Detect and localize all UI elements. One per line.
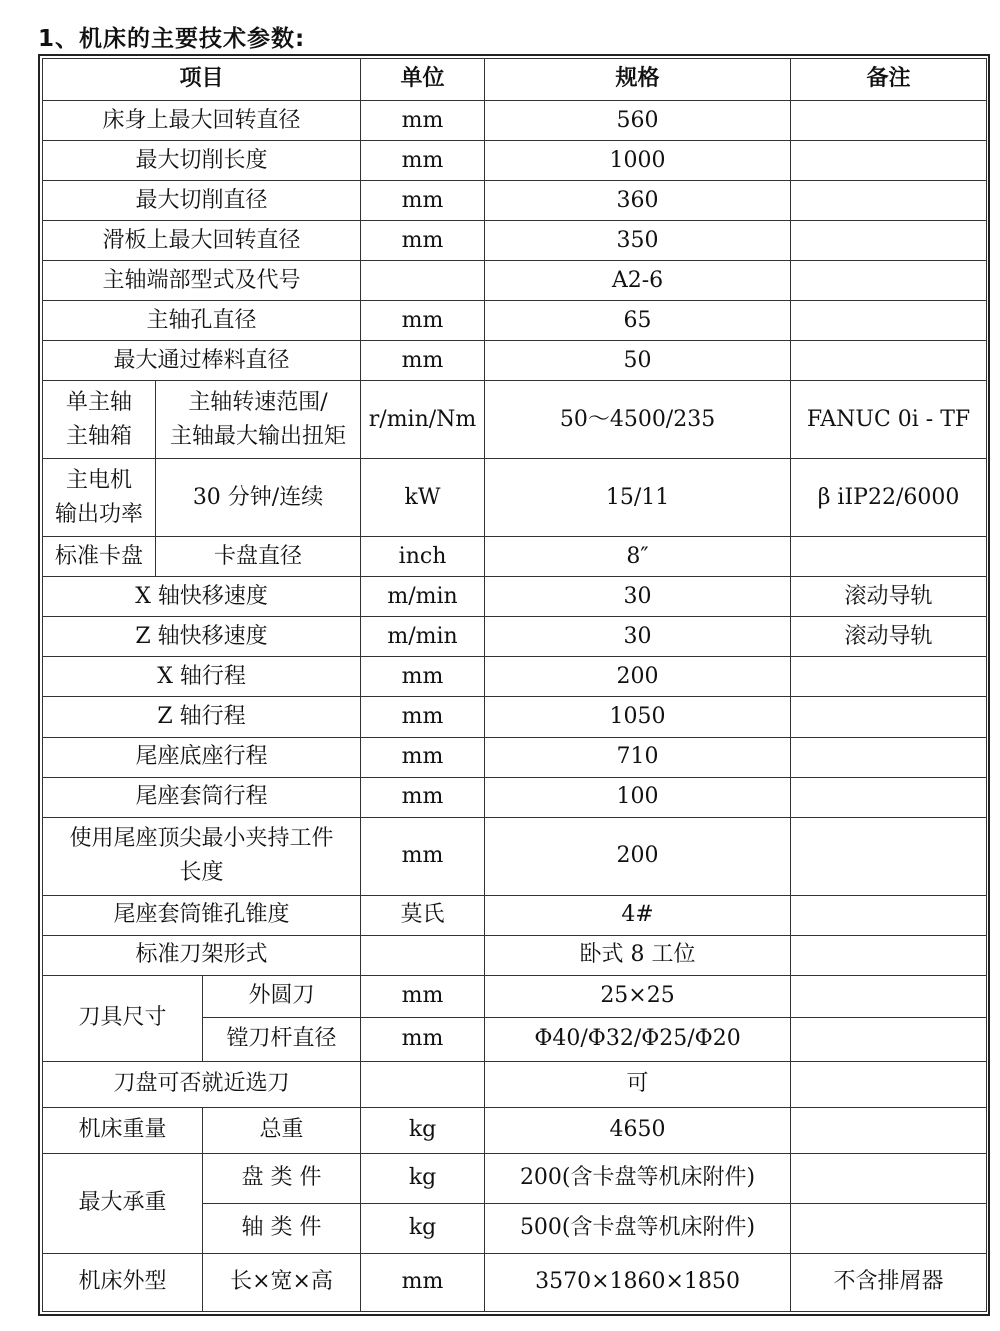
header-note: 备注 (791, 59, 987, 101)
header-row (43, 59, 987, 101)
row-item: 标准刀架形式 (43, 935, 361, 975)
row-spec: 4# (485, 895, 791, 935)
row-note (791, 657, 987, 697)
spindle-group-label-line: 主轴箱 (65, 423, 132, 449)
table-row (43, 181, 987, 221)
row-item-line: 主轴转速范围/ (188, 389, 328, 415)
row-spec: 8″ (485, 537, 791, 577)
row-subitem: 外圆刀 (203, 975, 361, 1017)
row-unit: mm (361, 737, 485, 777)
table-row (43, 1153, 987, 1203)
row-unit: kg (361, 1107, 485, 1153)
row-note (791, 975, 987, 1017)
spindle-group-label-line: 单主轴 (65, 389, 132, 415)
row-spec: 4650 (485, 1107, 791, 1153)
row-spec: 25×25 (485, 975, 791, 1017)
table-row (43, 895, 987, 935)
row-note (791, 261, 987, 301)
row-note: 滚动导轨 (791, 577, 987, 617)
row-item: 刀盘可否就近选刀 (43, 1061, 361, 1107)
row-item: X 轴行程 (43, 657, 361, 697)
row-subitem: 卡盘直径 (156, 537, 361, 577)
row-spec: 3570×1860×1850 (485, 1253, 791, 1311)
row-unit: mm (361, 1017, 485, 1061)
row-note (791, 141, 987, 181)
row-subitem: 镗刀杆直径 (203, 1017, 361, 1061)
header-unit: 单位 (361, 59, 485, 101)
row-note (791, 697, 987, 737)
row-unit: m/min (361, 577, 485, 617)
row-item: 主轴端部型式及代号 (43, 261, 361, 301)
row-item: 标准卡盘 (43, 537, 156, 577)
row-item: 最大切削长度 (43, 141, 361, 181)
row-note (791, 1153, 987, 1203)
row-note (791, 817, 987, 895)
row-item (43, 817, 361, 895)
row-item-line: 使用尾座顶尖最小夹持工件 (69, 825, 334, 851)
table-row (43, 301, 987, 341)
row-spec: 200 (485, 657, 791, 697)
row-note (791, 537, 987, 577)
table-row (43, 261, 987, 301)
row-spec: 100 (485, 777, 791, 817)
row-item (156, 381, 361, 459)
row-note: FANUC 0i - TF (791, 381, 987, 459)
table-row (43, 777, 987, 817)
row-spec: Φ40/Φ32/Φ25/Φ20 (485, 1017, 791, 1061)
table-row (43, 577, 987, 617)
row-unit: r/min/Nm (361, 381, 485, 459)
row-spec: 350 (485, 221, 791, 261)
row-unit: kg (361, 1153, 485, 1203)
row-subitem: 30 分钟/连续 (156, 459, 361, 537)
table-row (43, 935, 987, 975)
row-unit (361, 1061, 485, 1107)
row-spec: 560 (485, 101, 791, 141)
row-spec: 200 (485, 817, 791, 895)
row-subitem: 总重 (203, 1107, 361, 1153)
table-row (43, 341, 987, 381)
row-spec: 65 (485, 301, 791, 341)
row-spec: 30 (485, 617, 791, 657)
tool-size-label: 刀具尺寸 (43, 975, 203, 1061)
row-spec: 1050 (485, 697, 791, 737)
row-unit: mm (361, 777, 485, 817)
row-note (791, 737, 987, 777)
table-row (43, 1253, 987, 1311)
row-note (791, 181, 987, 221)
row-item: 滑板上最大回转直径 (43, 221, 361, 261)
table-row (43, 817, 987, 895)
row-unit: kg (361, 1203, 485, 1253)
row-spec: 50～4500/235 (485, 381, 791, 459)
table-row (43, 101, 987, 141)
row-item: 主轴孔直径 (43, 301, 361, 341)
row-note: 不含排屑器 (791, 1253, 987, 1311)
header-spec: 规格 (485, 59, 791, 101)
row-note (791, 301, 987, 341)
row-note (791, 1203, 987, 1253)
row-spec: 30 (485, 577, 791, 617)
max-load-label: 最大承重 (43, 1153, 203, 1253)
table-row (43, 697, 987, 737)
table-row (43, 737, 987, 777)
row-item-line: 主轴最大输出扭矩 (170, 423, 347, 449)
table-row (43, 657, 987, 697)
row-unit: 莫氏 (361, 895, 485, 935)
table-row (43, 1061, 987, 1107)
row-unit: mm (361, 975, 485, 1017)
spindle-group-label (43, 381, 156, 459)
row-item: X 轴快移速度 (43, 577, 361, 617)
row-note (791, 101, 987, 141)
row-item: 最大切削直径 (43, 181, 361, 221)
row-unit: mm (361, 221, 485, 261)
row-item-line: 主电机 (65, 467, 132, 493)
row-unit: mm (361, 301, 485, 341)
row-unit: mm (361, 697, 485, 737)
row-item: 最大通过棒料直径 (43, 341, 361, 381)
row-item: Z 轴行程 (43, 697, 361, 737)
row-unit: mm (361, 141, 485, 181)
row-unit: mm (361, 817, 485, 895)
row-spec: 卧式 8 工位 (485, 935, 791, 975)
row-item: 床身上最大回转直径 (43, 101, 361, 141)
row-item (43, 459, 156, 537)
row-note (791, 221, 987, 261)
row-item: 尾座套筒行程 (43, 777, 361, 817)
row-spec: 500(含卡盘等机床附件) (485, 1203, 791, 1253)
spec-table-frame (38, 54, 990, 1316)
table-row (43, 221, 987, 261)
weight-label: 机床重量 (43, 1107, 203, 1153)
row-note (791, 341, 987, 381)
row-subitem: 盘 类 件 (203, 1153, 361, 1203)
row-note: 滚动导轨 (791, 617, 987, 657)
row-item-line: 长度 (179, 860, 224, 886)
row-unit: inch (361, 537, 485, 577)
row-note (791, 1061, 987, 1107)
table-row (43, 141, 987, 181)
row-unit: mm (361, 341, 485, 381)
spec-table (42, 58, 987, 1312)
row-spec: 200(含卡盘等机床附件) (485, 1153, 791, 1203)
row-spec: 15/11 (485, 459, 791, 537)
table-row (43, 1107, 987, 1153)
section-heading: 1、机床的主要技术参数: (38, 26, 306, 52)
row-note (791, 1017, 987, 1061)
row-item: Z 轴快移速度 (43, 617, 361, 657)
table-row (43, 617, 987, 657)
row-spec: 1000 (485, 141, 791, 181)
row-unit (361, 261, 485, 301)
row-unit (361, 935, 485, 975)
row-note (791, 895, 987, 935)
row-spec: 可 (485, 1061, 791, 1107)
row-subitem: 长×宽×高 (203, 1253, 361, 1311)
table-row (43, 537, 987, 577)
row-unit: mm (361, 657, 485, 697)
row-item: 尾座套筒锥孔锥度 (43, 895, 361, 935)
table-row (43, 459, 987, 537)
table-row (43, 975, 987, 1017)
row-spec: 710 (485, 737, 791, 777)
row-note (791, 1107, 987, 1153)
row-subitem: 轴 类 件 (203, 1203, 361, 1253)
row-item-line: 输出功率 (54, 501, 143, 527)
row-spec: 50 (485, 341, 791, 381)
row-note (791, 935, 987, 975)
row-note (791, 777, 987, 817)
row-item: 尾座底座行程 (43, 737, 361, 777)
outline-label: 机床外型 (43, 1253, 203, 1311)
table-row (43, 381, 987, 459)
row-unit: mm (361, 101, 485, 141)
row-unit: mm (361, 181, 485, 221)
row-unit: m/min (361, 617, 485, 657)
header-item: 项目 (43, 59, 361, 101)
row-spec: 360 (485, 181, 791, 221)
row-unit: mm (361, 1253, 485, 1311)
row-spec: A2-6 (485, 261, 791, 301)
row-note: β iIP22/6000 (791, 459, 987, 537)
row-unit: kW (361, 459, 485, 537)
